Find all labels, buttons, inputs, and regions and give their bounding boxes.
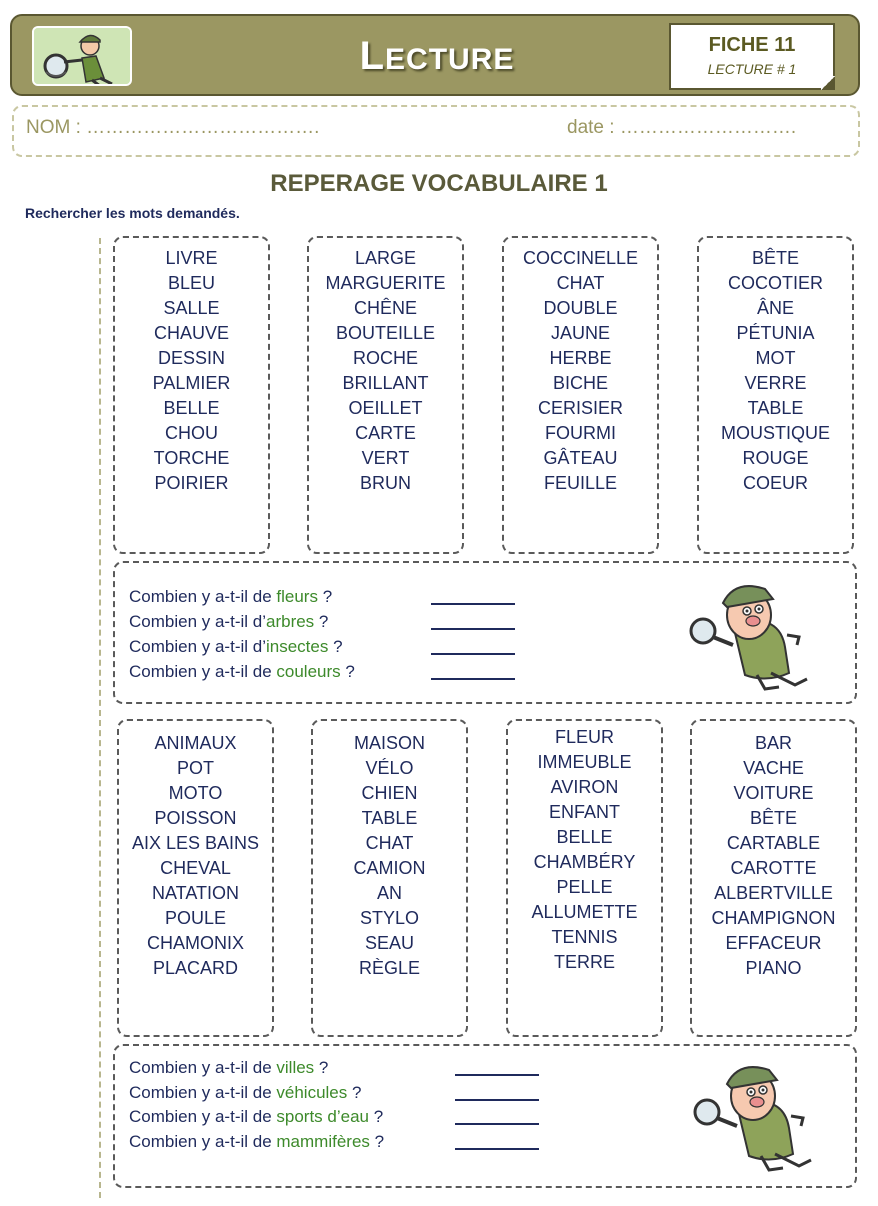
word-list [313, 721, 466, 981]
answer-blank[interactable] [455, 1074, 539, 1076]
word-box-2-2 [311, 719, 468, 1037]
word-box-2-1 [117, 719, 274, 1037]
word-item: POT [176, 758, 214, 778]
question-text: Combien y a-t-il de [129, 662, 277, 681]
word-item: VERT [361, 448, 410, 468]
question-keyword: sports d’eau [276, 1107, 370, 1126]
word-item: BÊTE [749, 808, 797, 828]
page-title [312, 34, 562, 79]
word-box-1-1 [113, 236, 270, 554]
word-item: ENFANT [548, 802, 620, 822]
question-insects [129, 637, 343, 657]
word-item: RÈGLE [358, 958, 421, 978]
answer-blank[interactable] [431, 678, 515, 680]
word-item: MOUSTIQUE [720, 423, 830, 443]
question-text: Combien y a-t-il de [129, 587, 277, 606]
word-item: MARGUERITE [325, 273, 446, 293]
word-list [504, 238, 657, 496]
word-item: POISSON [154, 808, 237, 828]
word-item: JAUNE [550, 323, 610, 343]
word-item: FEUILLE [543, 473, 618, 493]
word-list [508, 721, 661, 975]
question-keyword: véhicules [276, 1083, 348, 1102]
page-fold-icon [821, 76, 835, 90]
word-item: CARTABLE [726, 833, 821, 853]
question-box-1 [113, 561, 857, 704]
word-item: LIVRE [165, 248, 218, 268]
question-vehicles [129, 1083, 361, 1103]
header-banner [10, 14, 860, 96]
word-item: GÂTEAU [543, 448, 618, 468]
question-mark: ? [369, 1132, 385, 1151]
word-item: PALMIER [152, 373, 231, 393]
word-list [692, 721, 855, 981]
word-item: COCCINELLE [522, 248, 639, 268]
answer-blank[interactable] [455, 1099, 539, 1101]
word-item: FOURMI [545, 423, 616, 443]
word-box-1-2 [307, 236, 464, 554]
word-item: ROUGE [742, 448, 809, 468]
word-item: CHAMONIX [146, 933, 244, 953]
word-item: SEAU [364, 933, 415, 953]
word-item: OEILLET [348, 398, 423, 418]
question-keyword: mammifères [276, 1132, 370, 1151]
word-item: DESSIN [157, 348, 226, 368]
word-item: AVIRON [550, 777, 619, 797]
word-item: CAROTTE [730, 858, 817, 878]
word-item: EFFACEUR [725, 933, 822, 953]
word-item: FLEUR [554, 727, 614, 747]
word-item: COEUR [742, 473, 808, 493]
word-item: IMMEUBLE [537, 752, 632, 772]
question-text: Combien y a-t-il de [129, 1132, 277, 1151]
word-item: NATATION [152, 883, 239, 903]
word-item: ALLUMETTE [531, 902, 638, 922]
question-keyword: insectes [266, 637, 329, 656]
answer-blank[interactable] [455, 1148, 539, 1150]
question-keyword: villes [276, 1058, 315, 1077]
word-item: CHAMBÉRY [533, 852, 636, 872]
word-item: HERBE [549, 348, 612, 368]
question-cities [129, 1058, 328, 1078]
word-list [115, 238, 268, 496]
title-initial: L [359, 34, 386, 78]
question-box-2 [113, 1044, 857, 1188]
word-item: PÉTUNIA [736, 323, 815, 343]
word-item: STYLO [359, 908, 420, 928]
question-mark: ? [317, 587, 333, 606]
word-item: ALBERTVILLE [714, 883, 833, 903]
word-item: BÊTE [751, 248, 799, 268]
word-box-1-3 [502, 236, 659, 554]
word-item: BICHE [552, 373, 608, 393]
answer-blank[interactable] [431, 653, 515, 655]
word-item: BLEU [167, 273, 216, 293]
margin-rule [99, 238, 101, 1198]
fiche-card [669, 23, 835, 90]
instruction-text: Rechercher les mots demandés. [25, 205, 240, 221]
word-item: VERRE [744, 373, 807, 393]
question-flowers [129, 587, 332, 607]
word-item: MAISON [353, 733, 425, 753]
word-list [119, 721, 272, 981]
word-item: POIRIER [154, 473, 229, 493]
question-mark: ? [347, 1083, 362, 1102]
word-item: MOT [755, 348, 796, 368]
word-box-1-4 [697, 236, 854, 554]
question-text: Combien y a-t-il de [129, 1058, 277, 1077]
word-item: TERRE [553, 952, 615, 972]
word-item: ROCHE [352, 348, 418, 368]
question-mark: ? [314, 612, 329, 631]
word-item: PELLE [556, 877, 613, 897]
word-list [699, 238, 852, 496]
detective-logo-icon [32, 26, 132, 86]
word-item: CHIEN [361, 783, 418, 803]
word-item: MOTO [168, 783, 223, 803]
word-box-2-3 [506, 719, 663, 1037]
question-mark: ? [340, 662, 355, 681]
word-item: CHÊNE [353, 298, 417, 318]
word-item: ÂNE [756, 298, 794, 318]
question-text: Combien y a-t-il de [129, 1107, 277, 1126]
word-item: SALLE [163, 298, 220, 318]
title-rest: ECTURE [385, 43, 515, 76]
answer-blank[interactable] [455, 1123, 539, 1125]
answer-blank[interactable] [431, 628, 515, 630]
question-keyword: couleurs [276, 662, 341, 681]
word-item: CHAUVE [153, 323, 229, 343]
word-item: PIANO [745, 958, 802, 978]
question-mammals [129, 1132, 384, 1152]
word-item: AIX LES BAINS [131, 833, 260, 853]
word-item: CHEVAL [160, 858, 231, 878]
word-item: VACHE [743, 758, 804, 778]
detective-magnifier-icon [691, 1054, 831, 1183]
fiche-subtitle: LECTURE # 1 [707, 61, 797, 77]
question-mark: ? [314, 1058, 329, 1077]
word-item: DOUBLE [543, 298, 618, 318]
question-text: Combien y a-t-il d’ [129, 637, 266, 656]
word-item: TORCHE [153, 448, 230, 468]
word-item: COCOTIER [727, 273, 823, 293]
word-list [309, 238, 462, 496]
word-item: BRILLANT [342, 373, 429, 393]
question-text: Combien y a-t-il d’ [129, 612, 266, 631]
question-trees [129, 612, 328, 632]
section-title: REPERAGE VOCABULAIRE 1 [270, 170, 608, 197]
word-item: VÉLO [365, 758, 414, 778]
word-item: PLACARD [152, 958, 239, 978]
word-item: CERISIER [537, 398, 624, 418]
question-colors [129, 662, 355, 682]
word-item: BELLE [556, 827, 613, 847]
question-keyword: arbres [266, 612, 315, 631]
word-item: TABLE [361, 808, 418, 828]
word-item: BRUN [359, 473, 411, 493]
word-item: AN [376, 883, 402, 903]
word-item: CHAT [556, 273, 605, 293]
question-text: Combien y a-t-il de [129, 1083, 277, 1102]
date-field[interactable]: date : ………………………. [567, 117, 797, 138]
word-item: TENNIS [551, 927, 618, 947]
word-item: ANIMAUX [154, 733, 237, 753]
detective-magnifier-icon [687, 575, 827, 700]
word-item: CARTE [355, 423, 416, 443]
question-mark: ? [328, 637, 343, 656]
name-date-box [12, 105, 860, 157]
question-mark: ? [369, 1107, 384, 1126]
word-item: CHOU [165, 423, 218, 443]
word-item: LARGE [354, 248, 417, 268]
word-item: POULE [164, 908, 227, 928]
fiche-number: FICHE 11 [708, 34, 796, 56]
question-water-sports [129, 1107, 383, 1127]
word-item: BOUTEILLE [335, 323, 436, 343]
word-item: CHAMPIGNON [711, 908, 836, 928]
question-keyword: fleurs [276, 587, 318, 606]
answer-blank[interactable] [431, 603, 515, 605]
word-item: VOITURE [733, 783, 814, 803]
nom-field[interactable]: NOM : ………………………………. [26, 117, 320, 138]
word-item: BELLE [163, 398, 220, 418]
word-item: CHAT [365, 833, 414, 853]
word-item: BAR [754, 733, 792, 753]
word-box-2-4 [690, 719, 857, 1037]
word-item: CAMION [353, 858, 426, 878]
word-item: TABLE [747, 398, 804, 418]
